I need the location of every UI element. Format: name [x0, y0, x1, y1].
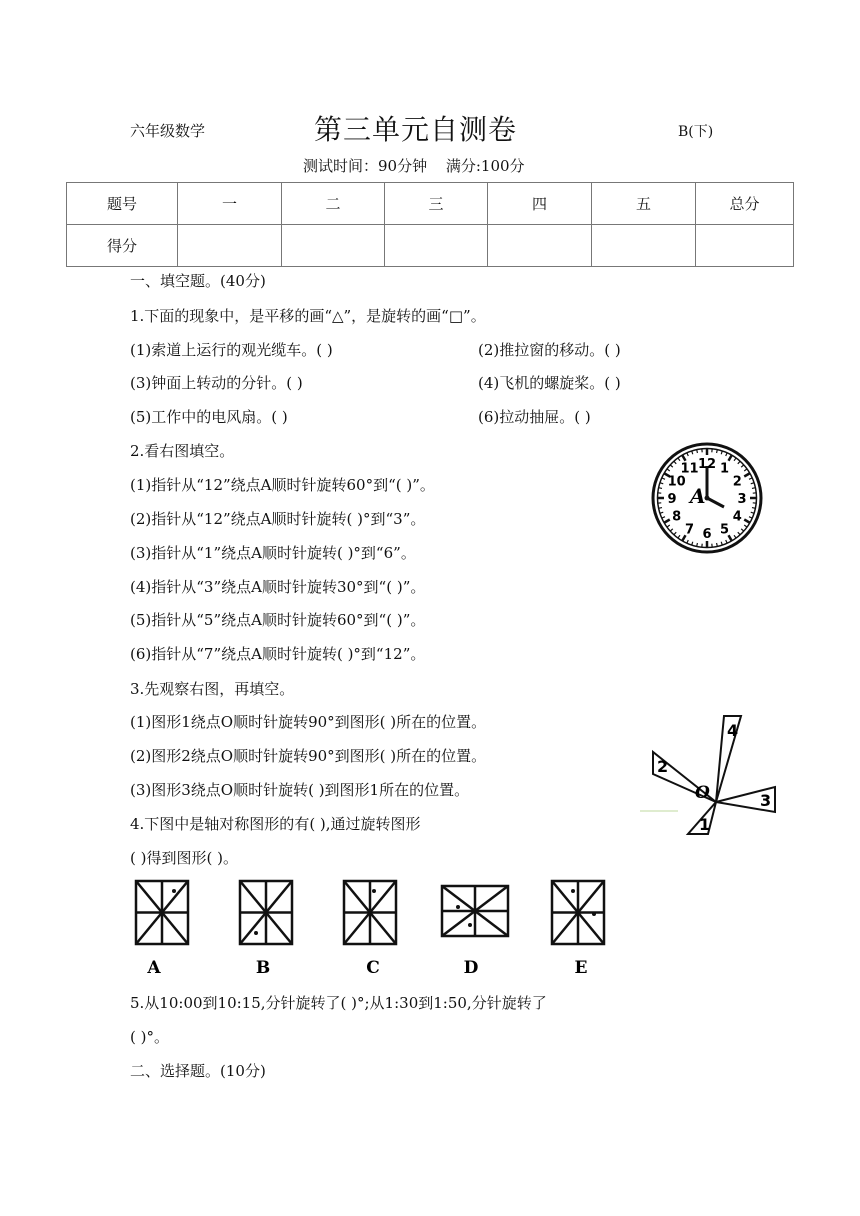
q2-item: (1)指针从“12”绕点A顺时针旋转60°到“( )”。 — [130, 476, 435, 494]
figure-a — [136, 881, 188, 944]
header-cell: 二 — [282, 183, 385, 225]
clock-tick — [660, 512, 663, 513]
symmetry-figures — [128, 876, 628, 980]
point-o-label: O — [695, 783, 710, 803]
score-row — [67, 225, 794, 267]
figure-e-label: E — [574, 958, 588, 978]
clock-tick — [741, 529, 744, 531]
figure-b-label: B — [255, 958, 271, 978]
q3-stem: 3.先观察右图，再填空。 — [130, 680, 295, 698]
clock-tick — [682, 455, 685, 461]
header-cell: 四 — [488, 183, 592, 225]
clock-tick — [738, 461, 740, 464]
clock-tick — [678, 458, 680, 461]
clock-tick — [697, 450, 698, 453]
score-table — [66, 182, 794, 267]
point-a-label: A — [690, 484, 706, 508]
clock-number: 11 — [680, 461, 699, 477]
clock-tick — [659, 488, 662, 489]
hour-hand — [707, 498, 724, 507]
q2-item: (5)指针从“5”绕点A顺时针旋转60°到“( )”。 — [130, 611, 426, 629]
q1-item: (1)索道上运行的观光缆车。( ) — [130, 341, 333, 359]
section-1-title: 一、填空题。(40分) — [130, 272, 266, 290]
clock-tick — [751, 483, 754, 484]
clock-tick — [734, 458, 736, 461]
score-cell[interactable] — [696, 225, 794, 267]
grade-label: 六年级数学 — [130, 122, 206, 140]
header-cell: 题号 — [67, 183, 178, 225]
q2-item: (3)指针从“1”绕点A顺时针旋转( )°到“6”。 — [130, 544, 416, 562]
q4-line1: 4.下图中是轴对称图形的有( ),通过旋转图形 — [130, 815, 421, 833]
clock-tick — [662, 478, 665, 479]
clock-tick — [692, 542, 693, 545]
clock-tick — [660, 483, 663, 484]
clock-tick — [752, 488, 755, 489]
clock-tick — [659, 508, 662, 509]
shape-2-label: 2 — [657, 757, 669, 776]
rotation-triangles — [653, 716, 775, 834]
q2-stem: 2.看右图填空。 — [130, 442, 235, 460]
q2-item: (2)指针从“12”绕点A顺时针旋转( )°到“3”。 — [130, 510, 426, 528]
clock-tick — [749, 517, 752, 518]
clock-number: 9 — [667, 492, 677, 507]
clock-number: 4 — [732, 509, 742, 525]
header-cell: 一 — [178, 183, 282, 225]
clock-tick — [670, 529, 673, 531]
clock-tick — [741, 465, 744, 467]
divider — [640, 810, 678, 812]
clock-tick — [667, 525, 670, 527]
q1-item: (3)钟面上转动的分针。( ) — [130, 374, 303, 392]
score-header-row — [67, 183, 794, 225]
q3-item: (2)图形2绕点O顺时针旋转90°到图形( )所在的位置。 — [130, 747, 487, 765]
q1-item: (5)工作中的电风扇。( ) — [130, 408, 288, 426]
clock-number: 2 — [732, 474, 742, 490]
clock-tick — [670, 465, 673, 467]
figure-c-label: C — [366, 958, 380, 978]
clock-tick — [721, 451, 722, 454]
clock-face — [653, 444, 761, 552]
score-cell[interactable] — [488, 225, 592, 267]
clock-number: 12 — [697, 457, 717, 472]
clock-tick — [721, 542, 722, 545]
score-cell[interactable] — [178, 225, 282, 267]
clock-number: 1 — [719, 461, 730, 477]
figure-c — [344, 881, 396, 944]
clock-tick — [752, 508, 755, 509]
q1-item: (6)拉动抽屉。( ) — [478, 408, 591, 426]
clock-tick — [667, 469, 670, 471]
clock-number: 10 — [667, 474, 686, 490]
clock-tick — [674, 461, 676, 464]
header-cell: 五 — [592, 183, 696, 225]
clock-number: 7 — [684, 522, 695, 538]
clock-tick — [744, 473, 750, 476]
q1-item: (4)飞机的螺旋桨。( ) — [478, 374, 621, 392]
clock-tick — [729, 455, 732, 461]
clock-tick — [726, 540, 727, 543]
clock-number: 8 — [672, 509, 682, 525]
test-info: 测试时间：90分钟 满分:100分 — [303, 157, 525, 175]
q5-line2: ( )°。 — [130, 1028, 169, 1046]
version-label: B(下) — [678, 124, 714, 140]
clock-number: 3 — [737, 492, 747, 507]
figure-d — [442, 886, 508, 936]
figure-d-label: D — [463, 958, 479, 978]
q2-item: (4)指针从“3”绕点A顺时针旋转30°到“( )”。 — [130, 578, 426, 596]
clock-tick — [734, 535, 736, 538]
shape-3-label: 3 — [760, 791, 772, 810]
q1-stem: 1.下面的现象中，是平移的画“△”，是旋转的画“□”。 — [130, 307, 486, 325]
q2-item: (6)指针从“7”绕点A顺时针旋转( )°到“12”。 — [130, 645, 426, 663]
q3-item: (3)图形3绕点O顺时针旋转( )到图形1所在的位置。 — [130, 781, 470, 799]
shape-1-label: 1 — [699, 815, 711, 834]
score-cell[interactable] — [385, 225, 488, 267]
clock-tick — [674, 532, 676, 535]
score-cell[interactable] — [592, 225, 696, 267]
clock-tick — [726, 453, 727, 456]
clock-tick — [678, 535, 680, 538]
page-title: 第三单元自测卷 — [314, 113, 518, 146]
q5-line1: 5.从10:00到10:15,分针旋转了( )°;从1:30到1:50,分针旋转了 — [130, 994, 547, 1012]
clock-number: 6 — [702, 527, 712, 542]
clock-tick — [664, 520, 670, 523]
clock-tick — [717, 543, 718, 546]
q4-line2: ( )得到图形( )。 — [130, 849, 238, 867]
clock-tick — [749, 478, 752, 479]
clock-figure — [648, 442, 766, 554]
clock-tick — [697, 543, 698, 546]
clock-tick — [687, 453, 688, 456]
clock-tick — [751, 512, 754, 513]
q3-item: (1)图形1绕点O顺时针旋转90°到图形( )所在的位置。 — [130, 713, 487, 731]
clock-tick — [687, 540, 688, 543]
clock-tick — [662, 517, 665, 518]
pinwheel-figure — [651, 712, 777, 836]
section-2-title: 二、选择题。(10分) — [130, 1062, 266, 1080]
shape-4-label: 4 — [727, 721, 739, 740]
clock-tick — [717, 450, 718, 453]
row-label: 得分 — [67, 225, 178, 267]
header-cell: 总分 — [696, 183, 794, 225]
q1-item: (2)推拉窗的移动。( ) — [478, 341, 621, 359]
clock-tick — [692, 451, 693, 454]
clock-tick — [744, 469, 747, 471]
clock-tick — [738, 532, 740, 535]
clock-tick — [744, 520, 750, 523]
score-cell[interactable] — [282, 225, 385, 267]
header-cell: 三 — [385, 183, 488, 225]
figure-a-label: A — [147, 958, 161, 978]
clock-tick — [744, 525, 747, 527]
figure-e — [552, 881, 604, 944]
clock-number: 5 — [719, 522, 730, 538]
figure-b — [240, 881, 292, 944]
